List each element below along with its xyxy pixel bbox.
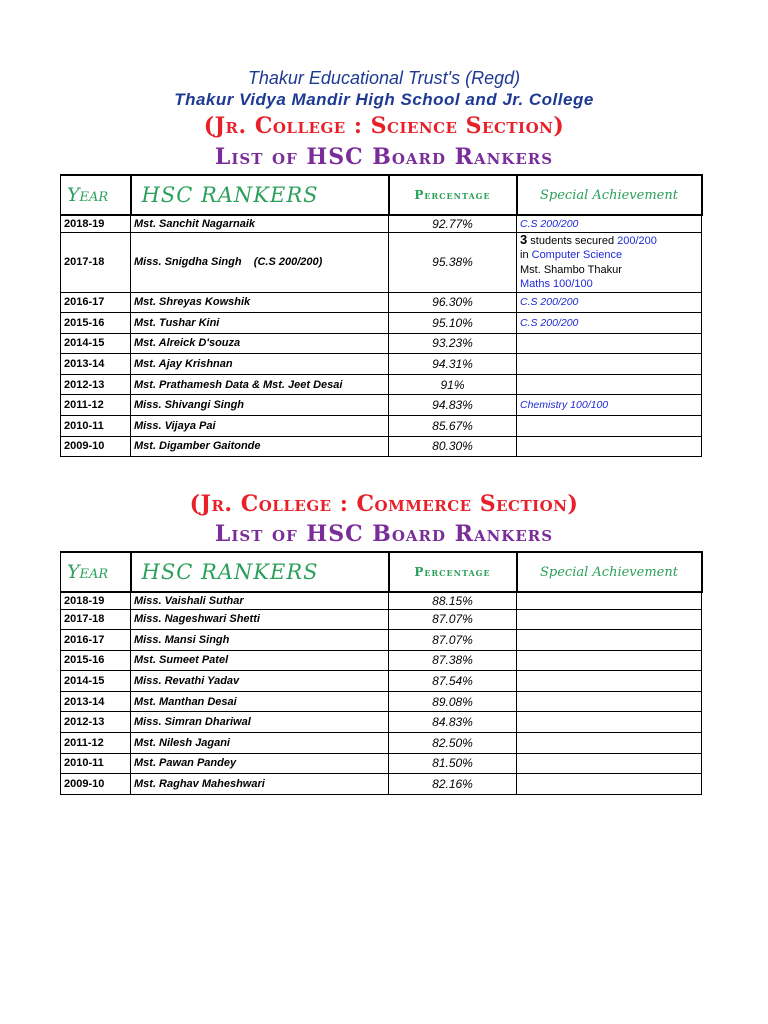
column-header-rankers: HSC RANKERS [131, 552, 389, 592]
row-percentage: 88.15% [389, 592, 517, 609]
table-row [61, 712, 702, 733]
row-special [517, 609, 702, 630]
row-special [517, 592, 702, 609]
row-year: 2011-12 [61, 733, 131, 754]
table-row [61, 292, 702, 313]
science-rankers-table [60, 174, 703, 457]
row-name: Miss. Vaishali Suthar [131, 592, 389, 609]
row-percentage: 91% [389, 374, 517, 395]
row-special [517, 333, 702, 354]
special-maths: Maths 100/100 [520, 278, 593, 290]
table-row [61, 232, 702, 292]
row-percentage: 85.67% [389, 416, 517, 437]
row-percentage: 89.08% [389, 691, 517, 712]
table-header-row [61, 552, 702, 592]
row-percentage: 80.30% [389, 436, 517, 457]
row-name: Mst. Alreick D'souza [131, 333, 389, 354]
column-header-percentage: Percentage [389, 552, 517, 592]
row-year: 2012-13 [61, 374, 131, 395]
commerce-rankers-table [60, 551, 703, 795]
table-row [61, 592, 702, 609]
table-row [61, 333, 702, 354]
row-percentage: 87.38% [389, 650, 517, 671]
row-percentage: 95.38% [389, 232, 517, 292]
row-percentage: 82.50% [389, 733, 517, 754]
table-row [61, 609, 702, 630]
row-special: Chemistry 100/100 [517, 395, 702, 416]
table-row [61, 416, 702, 437]
science-section-title: (Jr. College : Science Section) [203, 113, 565, 139]
row-year: 2016-17 [61, 630, 131, 651]
row-year: 2014-15 [61, 671, 131, 692]
row-name: Mst. Raghav Maheshwari [131, 774, 389, 795]
row-name: Mst. Digamber Gaitonde [131, 436, 389, 457]
row-year: 2016-17 [61, 292, 131, 313]
row-year: 2013-14 [61, 354, 131, 375]
row-percentage: 87.07% [389, 630, 517, 651]
row-special [517, 436, 702, 457]
table-row [61, 650, 702, 671]
table-row [61, 436, 702, 457]
row-name: Mst. Shreyas Kowshik [131, 292, 389, 313]
row-special [517, 354, 702, 375]
row-name: Miss. Nageshwari Shetti [131, 609, 389, 630]
row-year: 2010-11 [61, 416, 131, 437]
table-row [61, 374, 702, 395]
row-special [517, 774, 702, 795]
row-year: 2011-12 [61, 395, 131, 416]
row-year: 2013-14 [61, 691, 131, 712]
row-percentage: 87.54% [389, 671, 517, 692]
row-year: 2009-10 [61, 774, 131, 795]
special-score: 200/200 [617, 234, 657, 247]
row-name: Mst. Prathamesh Data & Mst. Jeet Desai [131, 374, 389, 395]
row-special: C.S 200/200 [517, 292, 702, 313]
row-name: Miss. Revathi Yadav [131, 671, 389, 692]
table-row [61, 774, 702, 795]
row-year: 2017-18 [61, 232, 131, 292]
column-header-special: Special Achievement [517, 175, 702, 215]
special-in: in [520, 249, 532, 261]
column-header-year: Year [61, 552, 131, 592]
school-name: Thakur Vidya Mandir High School and Jr. College [174, 90, 594, 109]
table-row [61, 215, 702, 232]
row-percentage: 84.83% [389, 712, 517, 733]
column-header-year: Year [61, 175, 131, 215]
row-name: Mst. Sumeet Patel [131, 650, 389, 671]
table-row [61, 691, 702, 712]
row-percentage: 93.23% [389, 333, 517, 354]
row-percentage: 96.30% [389, 292, 517, 313]
row-special [517, 733, 702, 754]
row-percentage: 87.07% [389, 609, 517, 630]
row-special [517, 691, 702, 712]
row-name: Mst. Pawan Pandey [131, 753, 389, 774]
row-name: Mst. Manthan Desai [131, 691, 389, 712]
row-name: Miss. Mansi Singh [131, 630, 389, 651]
row-year: 2018-19 [61, 592, 131, 609]
column-header-percentage: Percentage [389, 175, 517, 215]
table-row [61, 753, 702, 774]
row-percentage: 94.31% [389, 354, 517, 375]
row-special [517, 374, 702, 395]
row-special [517, 630, 702, 651]
row-name: Mst. Nilesh Jagani [131, 733, 389, 754]
row-year: 2017-18 [61, 609, 131, 630]
row-special: C.S 200/200 [517, 313, 702, 334]
row-special [517, 232, 702, 292]
science-list-title: List of HSC Board Rankers [214, 144, 554, 170]
column-header-special: Special Achievement [517, 552, 702, 592]
table-row [61, 395, 702, 416]
table-header-row [61, 175, 702, 215]
row-name: Mst. Tushar Kini [131, 313, 389, 334]
row-percentage: 92.77% [389, 215, 517, 232]
table-row [61, 630, 702, 651]
row-year: 2009-10 [61, 436, 131, 457]
row-name: Mst. Ajay Krishnan [131, 354, 389, 375]
row-percentage: 95.10% [389, 313, 517, 334]
row-special [517, 650, 702, 671]
row-special: C.S 200/200 [517, 215, 702, 232]
row-percentage: 81.50% [389, 753, 517, 774]
row-name: Miss. Vijaya Pai [131, 416, 389, 437]
row-year: 2018-19 [61, 215, 131, 232]
row-percentage: 94.83% [389, 395, 517, 416]
special-count: 3 [520, 231, 528, 247]
table-row [61, 354, 702, 375]
table-row [61, 313, 702, 334]
table-row [61, 733, 702, 754]
special-subject: Computer Science [531, 249, 623, 261]
special-student: Mst. Shambo Thakur [520, 263, 622, 276]
row-year: 2012-13 [61, 712, 131, 733]
row-special [517, 712, 702, 733]
row-year: 2014-15 [61, 333, 131, 354]
row-year: 2015-16 [61, 313, 131, 334]
special-text: students secured [527, 234, 618, 247]
row-special [517, 416, 702, 437]
row-name: Miss. Simran Dhariwal [131, 712, 389, 733]
commerce-section-title: (Jr. College : Commerce Section) [189, 491, 579, 517]
row-name: Miss. Snigdha Singh (C.S 200/200) [131, 232, 389, 292]
row-name: Mst. Sanchit Nagarnaik [131, 215, 389, 232]
trust-name: Thakur Educational Trust's (Regd) [247, 68, 521, 88]
row-special [517, 671, 702, 692]
row-special [517, 753, 702, 774]
row-year: 2015-16 [61, 650, 131, 671]
row-name: Miss. Shivangi Singh [131, 395, 389, 416]
table-row [61, 671, 702, 692]
commerce-list-title: List of HSC Board Rankers [214, 521, 554, 547]
row-percentage: 82.16% [389, 774, 517, 795]
column-header-rankers: HSC RANKERS [131, 175, 389, 215]
row-year: 2010-11 [61, 753, 131, 774]
